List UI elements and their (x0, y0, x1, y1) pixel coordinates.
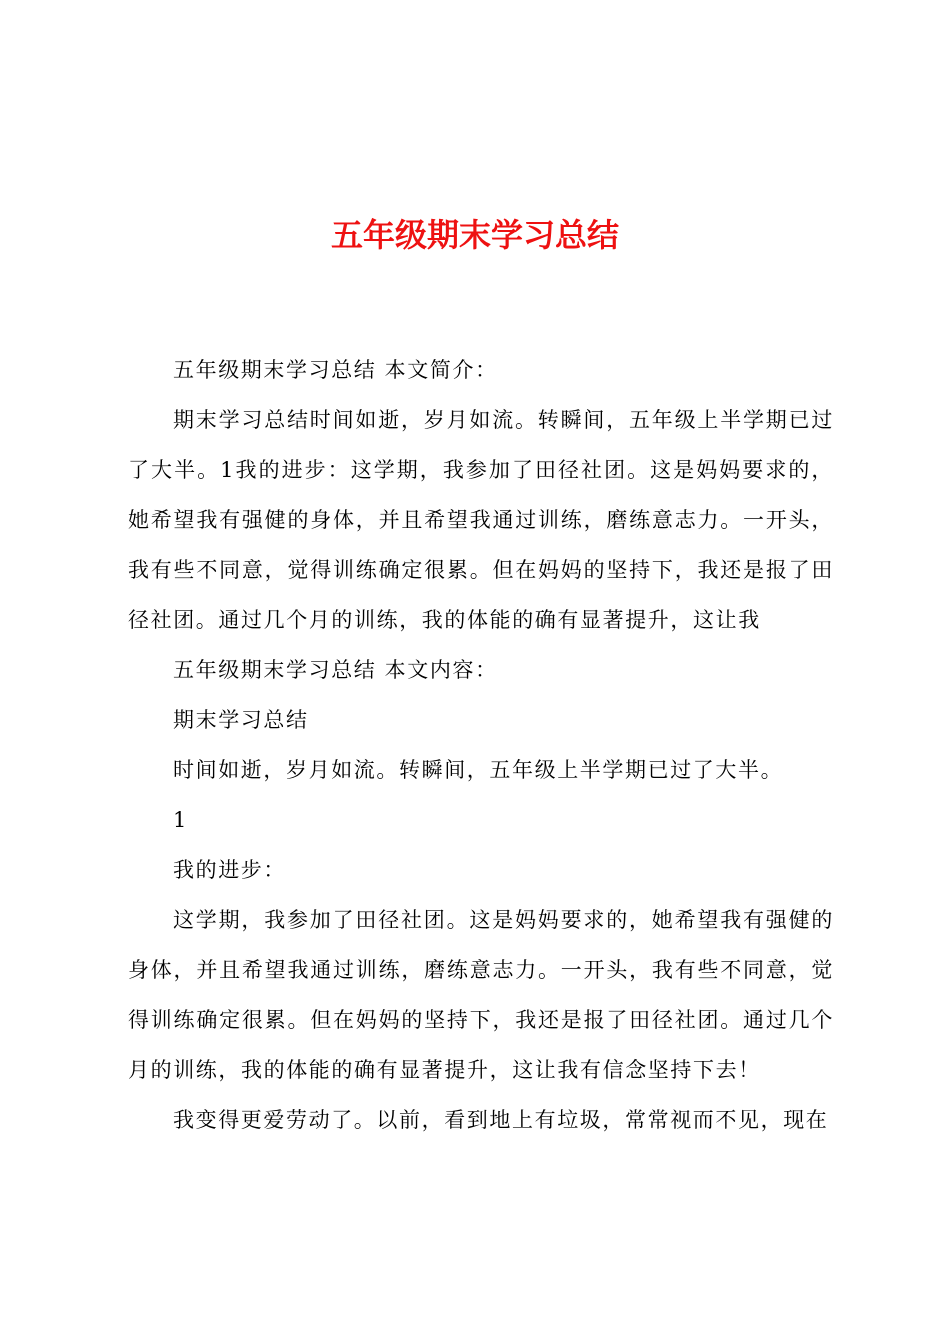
section-heading: 我的进步： (173, 858, 286, 882)
intro-heading: 五年级期末学习总结 本文简介： (173, 358, 498, 382)
body-paragraph: 我变得更爱劳动了。以前，看到地上有垃圾，常常视而不见，现在 (173, 1108, 829, 1132)
page-title: 五年级期末学习总结 (330, 216, 619, 254)
intro-paragraph: 期末学习总结时间如逝，岁月如流。转瞬间，五年级上半学期已过了大半。1我的进步：这学期，我参加了田径社团。这是妈妈要求的，她希望我有强健的身体，并且希望我通过训练，磨练意志力。一开头，我有些不同意，觉得训练确定很累。但在妈妈的坚持下，我还是报了田径社团。通过几个月的训练，我的体能的确有显著提升，这让我 (128, 408, 834, 632)
document-body (128, 345, 834, 1145)
body-paragraph: 这学期，我参加了田径社团。这是妈妈要求的，她希望我有强健的身体，并且希望我通过训练，磨练意志力。一开头，我有些不同意，觉得训练确定很累。但在妈妈的坚持下，我还是报了田径社团。通过几个月的训练，我的体能的确有显著提升，这让我有信念坚持下去！ (128, 908, 834, 1082)
content-heading: 五年级期末学习总结 本文内容： (173, 658, 498, 682)
section-number: 1 (173, 808, 188, 832)
opening-line: 时间如逝，岁月如流。转瞬间，五年级上半学期已过了大半。 (173, 758, 784, 782)
section-title: 期末学习总结 (173, 708, 309, 732)
